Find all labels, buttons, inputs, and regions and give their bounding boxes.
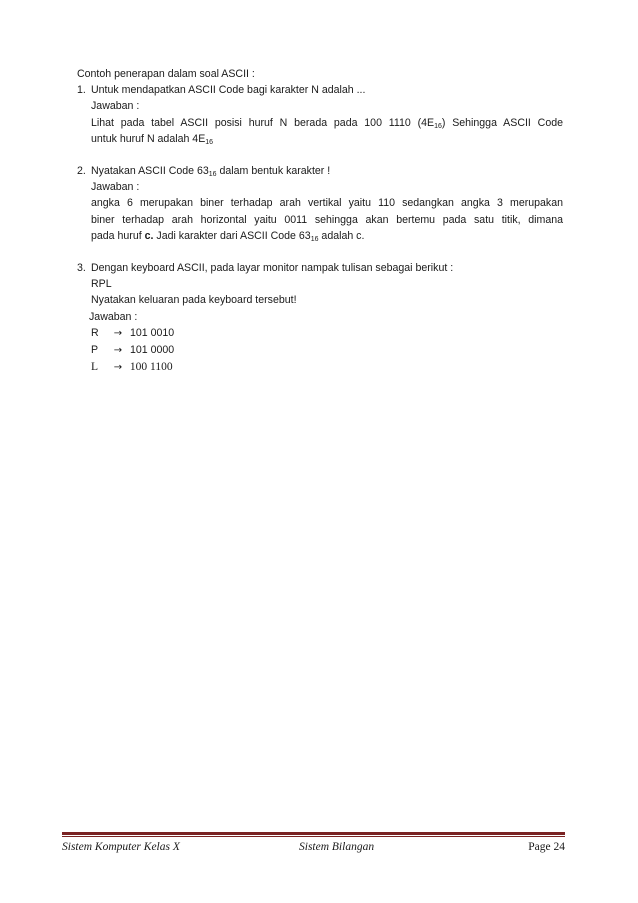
document-body [77, 66, 563, 376]
answer-1-line-1 [77, 115, 563, 131]
footer-rule-thin [62, 836, 565, 837]
answer-2-subscript: 16 [310, 235, 319, 243]
question-3-number: 3. [77, 262, 86, 275]
footer-rule [62, 832, 565, 835]
right-arrow-icon: → [113, 362, 123, 374]
answer-3-code: 101 0000 [129, 344, 175, 357]
answer-3-row [77, 359, 563, 376]
right-arrow-icon: → [113, 327, 123, 339]
answer-3-char: P [91, 344, 99, 357]
answer-2-bold: c. [144, 229, 154, 242]
answer-3-char: L [91, 361, 99, 374]
answer-1-text-c: untuk huruf N adalah 4E [91, 132, 206, 145]
answer-2-text-c: adalah c. [318, 229, 365, 242]
answer-2-text-a: pada huruf [91, 229, 145, 242]
question-2-text-b: dalam bentuk karakter ! [216, 165, 331, 178]
intro-text: Contoh penerapan dalam soal ASCII : [77, 68, 255, 80]
answer-2-line-1: angka 6 merupakan biner terhadap arah vertikal yaitu 110 sedangkan angka 3 merupakan [91, 197, 563, 210]
answer-1-text-b: ) Sehingga ASCII Code [441, 116, 563, 129]
answer-3-code: 100 1100 [129, 361, 173, 374]
question-2-text-a: Nyatakan ASCII Code 63 [91, 165, 209, 178]
answer-2-label: Jawaban : [91, 181, 140, 194]
footer-page-number: Page 24 [528, 841, 565, 853]
answer-3-char: R [91, 326, 99, 339]
page-footer [62, 841, 565, 857]
answer-1-line-2 [77, 131, 563, 147]
answer-1-text-a: Lihat pada tabel ASCII posisi huruf N berada pada 100 1110 (4E [91, 116, 435, 129]
footer-chapter: Sistem Bilangan [299, 841, 375, 853]
answer-3-row [77, 325, 563, 342]
right-arrow-icon: → [113, 345, 123, 357]
answer-1-subscript-2: 16 [205, 138, 214, 146]
question-2-subscript: 16 [208, 171, 217, 179]
answer-3-row [77, 342, 563, 359]
answer-2-line-2: biner terhadap arah horizontal yaitu 0011 sehingga akan bertemu pada satu titik, dimana [91, 213, 563, 226]
answer-1-label: Jawaban : [91, 100, 140, 113]
question-3-text: Dengan keyboard ASCII, pada layar monitor nampak tulisan sebagai berikut : [91, 262, 454, 275]
question-1-text: Untuk mendapatkan ASCII Code bagi karakter N adalah ... [91, 84, 366, 97]
footer-course: Sistem Komputer Kelas X [62, 841, 180, 853]
question-3 [77, 260, 563, 276]
question-2 [77, 163, 563, 179]
answer-2-line-3 [77, 228, 563, 244]
answer-3-code: 101 0010 [129, 326, 175, 339]
answer-3-label: Jawaban : [89, 310, 138, 323]
answer-1-subscript: 16 [434, 122, 442, 130]
question-1 [77, 82, 563, 98]
question-3-instruction: Nyatakan keluaran pada keyboard tersebut! [91, 294, 297, 307]
question-2-number: 2. [77, 165, 86, 178]
question-3-display-text: RPL [91, 278, 112, 291]
question-1-number: 1. [77, 84, 86, 97]
answer-2-text-b: Jadi karakter dari ASCII Code 63 [153, 229, 311, 242]
